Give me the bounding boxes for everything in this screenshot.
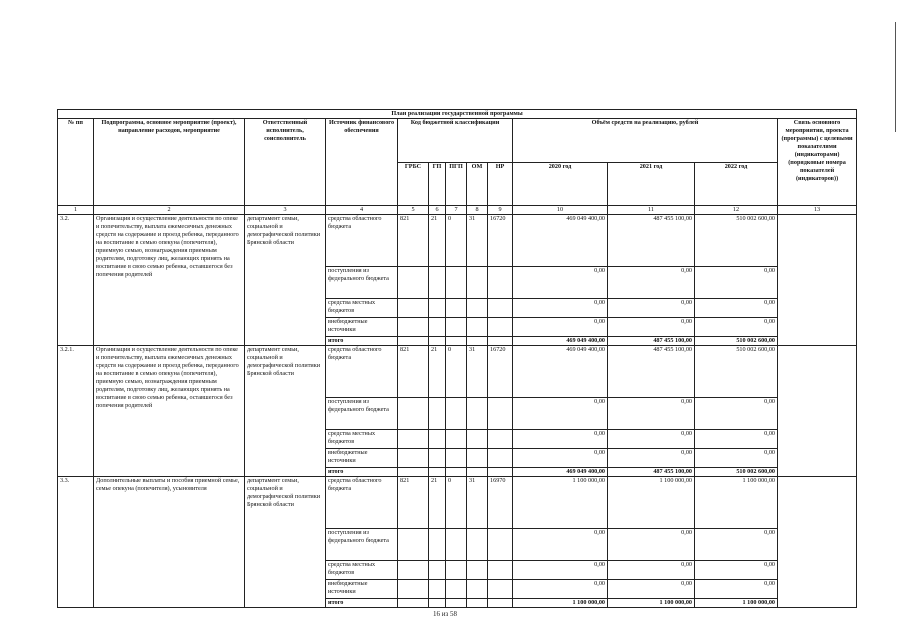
plan-table	[57, 109, 857, 608]
header-volume: Объём средств на реализацию, рублей	[513, 119, 778, 163]
amount-2020: 0,00	[513, 561, 608, 580]
code-gp	[429, 318, 446, 337]
indicator-link	[778, 346, 857, 477]
header-executor: Ответственный исполнитель, соисполнитель	[245, 119, 326, 206]
indicator-link	[778, 477, 857, 608]
code-np	[488, 299, 513, 318]
column-number-row	[58, 206, 857, 215]
amount-2022: 0,00	[695, 430, 778, 449]
header-pgp: ПГП	[446, 162, 467, 206]
header-budget-code: Код бюджетной классификации	[398, 119, 513, 163]
funding-source: средства областного бюджета	[326, 215, 398, 267]
code-gp	[429, 580, 446, 599]
amount-2021: 0,00	[608, 529, 695, 561]
code-np	[488, 398, 513, 430]
amount-2020: 0,00	[513, 267, 608, 299]
code-om	[467, 430, 488, 449]
amount-2022: 0,00	[695, 398, 778, 430]
code-empty	[429, 599, 446, 608]
code-pgp	[446, 398, 467, 430]
header-om: ОМ	[467, 162, 488, 206]
code-pgp	[446, 318, 467, 337]
code-om	[467, 299, 488, 318]
code-pgp	[446, 430, 467, 449]
header-link: Связь основного мероприятия, проекта (программы) с целевыми показателями (индикаторами) (порядковые номера показателей (индикаторов))	[778, 119, 857, 206]
amount-2021: 0,00	[608, 398, 695, 430]
code-grbs: 821	[398, 346, 429, 398]
code-pgp	[446, 529, 467, 561]
amount-2020: 0,00	[513, 580, 608, 599]
amount-2020: 0,00	[513, 449, 608, 468]
header-2022: 2022 год	[695, 162, 778, 206]
amount-2020: 0,00	[513, 398, 608, 430]
amount-2022: 0,00	[695, 449, 778, 468]
column-number: 1	[58, 206, 94, 215]
table-title-row	[58, 110, 857, 119]
code-om	[467, 580, 488, 599]
code-gp	[429, 430, 446, 449]
funding-source: поступления из федерального бюджета	[326, 398, 398, 430]
code-grbs	[398, 430, 429, 449]
code-grbs	[398, 580, 429, 599]
code-gp	[429, 267, 446, 299]
row-number: 3.2.	[58, 215, 94, 346]
code-pgp: 0	[446, 477, 467, 529]
code-empty	[398, 468, 429, 477]
code-empty	[429, 468, 446, 477]
code-np	[488, 580, 513, 599]
header-2020: 2020 год	[513, 162, 608, 206]
program-name: Дополнительные выплаты и пособия приемной семье, семье опекуна (попечителя), усыновителя	[94, 477, 245, 608]
header-program: Подпрограмма, основное мероприятие (проект), направление расходов, мероприятие	[94, 119, 245, 206]
funding-source: средства местных бюджетов	[326, 299, 398, 318]
column-number: 2	[94, 206, 245, 215]
amount-2022: 510 002 600,00	[695, 215, 778, 267]
amount-2021: 1 100 000,00	[608, 477, 695, 529]
amount-2022: 0,00	[695, 267, 778, 299]
code-np	[488, 318, 513, 337]
funding-source: поступления из федерального бюджета	[326, 267, 398, 299]
funding-source: внебюджетные источники	[326, 318, 398, 337]
program-name: Организация и осуществление деятельности по опеке и попечительству, выплата ежемесячных денежных средств на содержание и проезд ребенка, переданного на воспитание в семью опекуна (попечителя), приемную семью, вознаграждения приемным родителям, подготовку лиц, желающих принять на воспитание в свою семью ребенка, оставшегося без попечения родителей	[94, 346, 245, 477]
funding-source: внебюджетные источники	[326, 449, 398, 468]
amount-2022: 0,00	[695, 529, 778, 561]
funding-source: поступления из федерального бюджета	[326, 529, 398, 561]
funding-source: средства областного бюджета	[326, 346, 398, 398]
code-empty	[467, 468, 488, 477]
funding-source: средства местных бюджетов	[326, 561, 398, 580]
code-np: 16720	[488, 346, 513, 398]
executor: департамент семьи, социальной и демографической политики Брянской области	[245, 346, 326, 477]
indicator-link	[778, 215, 857, 346]
code-pgp	[446, 267, 467, 299]
total-2021: 487 455 100,00	[608, 468, 695, 477]
amount-2020: 0,00	[513, 299, 608, 318]
code-pgp: 0	[446, 215, 467, 267]
code-grbs	[398, 449, 429, 468]
table-row	[58, 477, 857, 529]
code-empty	[488, 599, 513, 608]
code-grbs: 821	[398, 215, 429, 267]
column-number: 8	[467, 206, 488, 215]
total-label: итого	[326, 337, 398, 346]
total-2022: 510 002 600,00	[695, 337, 778, 346]
code-pgp: 0	[446, 346, 467, 398]
code-empty	[429, 337, 446, 346]
code-om: 31	[467, 346, 488, 398]
code-gp: 21	[429, 346, 446, 398]
code-gp	[429, 561, 446, 580]
amount-2021: 487 455 100,00	[608, 215, 695, 267]
funding-source: средства областного бюджета	[326, 477, 398, 529]
header-row-1	[58, 119, 857, 163]
code-empty	[467, 337, 488, 346]
header-source: Источник финансового обеспечения	[326, 119, 398, 206]
amount-2020: 469 049 400,00	[513, 346, 608, 398]
code-om	[467, 529, 488, 561]
amount-2021: 0,00	[608, 561, 695, 580]
code-np: 16970	[488, 477, 513, 529]
code-empty	[398, 599, 429, 608]
row-number: 3.2.1.	[58, 346, 94, 477]
header-2021: 2021 год	[608, 162, 695, 206]
amount-2022: 0,00	[695, 318, 778, 337]
code-om	[467, 449, 488, 468]
column-number: 3	[245, 206, 326, 215]
total-2022: 510 002 600,00	[695, 468, 778, 477]
header-gp: ГП	[429, 162, 446, 206]
code-np	[488, 529, 513, 561]
amount-2020: 1 100 000,00	[513, 477, 608, 529]
amount-2020: 0,00	[513, 430, 608, 449]
amount-2021: 0,00	[608, 318, 695, 337]
code-gp	[429, 529, 446, 561]
code-gp: 21	[429, 477, 446, 529]
total-label: итого	[326, 599, 398, 608]
column-number: 11	[608, 206, 695, 215]
code-empty	[446, 468, 467, 477]
column-number: 5	[398, 206, 429, 215]
amount-2020: 0,00	[513, 318, 608, 337]
column-number: 12	[695, 206, 778, 215]
total-label: итого	[326, 468, 398, 477]
code-om: 31	[467, 215, 488, 267]
amount-2021: 0,00	[608, 449, 695, 468]
code-empty	[446, 337, 467, 346]
funding-source: внебюджетные источники	[326, 580, 398, 599]
code-grbs	[398, 318, 429, 337]
program-name: Организация и осуществление деятельности по опеке и попечительству, выплата ежемесячных денежных средств на содержание и проезд ребенка, переданного на воспитание в семью опекуна (попечителя), приемную семью, вознаграждения приемным родителям, подготовку лиц, желающих принять на воспитание в свою семью ребенка, оставшегося без попечения родителей	[94, 215, 245, 346]
amount-2022: 0,00	[695, 299, 778, 318]
code-om	[467, 561, 488, 580]
executor: департамент семьи, социальной и демографической политики Брянской области	[245, 215, 326, 346]
table-row	[58, 215, 857, 267]
page-number: 16 из 58	[432, 610, 457, 618]
amount-2021: 0,00	[608, 299, 695, 318]
amount-2021: 0,00	[608, 430, 695, 449]
code-grbs	[398, 299, 429, 318]
code-empty	[398, 337, 429, 346]
amount-2022: 1 100 000,00	[695, 477, 778, 529]
code-np	[488, 449, 513, 468]
column-number: 7	[446, 206, 467, 215]
code-gp	[429, 398, 446, 430]
total-2021: 1 100 000,00	[608, 599, 695, 608]
column-number: 13	[778, 206, 857, 215]
code-empty	[488, 468, 513, 477]
code-gp: 21	[429, 215, 446, 267]
code-pgp	[446, 561, 467, 580]
amount-2021: 487 455 100,00	[608, 346, 695, 398]
code-np	[488, 430, 513, 449]
code-om	[467, 318, 488, 337]
code-grbs	[398, 529, 429, 561]
code-empty	[446, 599, 467, 608]
header-num: № пп	[58, 119, 94, 206]
code-np	[488, 561, 513, 580]
code-grbs	[398, 561, 429, 580]
total-2020: 469 049 400,00	[513, 468, 608, 477]
column-number: 10	[513, 206, 608, 215]
amount-2020: 469 049 400,00	[513, 215, 608, 267]
total-2020: 469 049 400,00	[513, 337, 608, 346]
row-number: 3.3.	[58, 477, 94, 608]
executor: департамент семьи, социальной и демографической политики Брянской области	[245, 477, 326, 608]
code-grbs	[398, 267, 429, 299]
amount-2022: 0,00	[695, 561, 778, 580]
code-pgp	[446, 580, 467, 599]
code-om: 31	[467, 477, 488, 529]
table-title: План реализации государственной программы	[58, 110, 857, 119]
amount-2021: 0,00	[608, 267, 695, 299]
code-gp	[429, 299, 446, 318]
page-edge-line	[895, 22, 896, 132]
code-empty	[467, 599, 488, 608]
code-np: 16720	[488, 215, 513, 267]
amount-2020: 0,00	[513, 529, 608, 561]
column-number: 9	[488, 206, 513, 215]
code-grbs: 821	[398, 477, 429, 529]
code-pgp	[446, 449, 467, 468]
total-2022: 1 100 000,00	[695, 599, 778, 608]
amount-2021: 0,00	[608, 580, 695, 599]
code-grbs	[398, 398, 429, 430]
code-pgp	[446, 299, 467, 318]
amount-2022: 0,00	[695, 580, 778, 599]
header-np: НР	[488, 162, 513, 206]
total-2021: 487 455 100,00	[608, 337, 695, 346]
total-2020: 1 100 000,00	[513, 599, 608, 608]
code-om	[467, 267, 488, 299]
header-grbs: ГРБС	[398, 162, 429, 206]
table-row	[58, 346, 857, 398]
code-gp	[429, 449, 446, 468]
code-om	[467, 398, 488, 430]
code-empty	[488, 337, 513, 346]
code-np	[488, 267, 513, 299]
funding-source: средства местных бюджетов	[326, 430, 398, 449]
column-number: 6	[429, 206, 446, 215]
amount-2022: 510 002 600,00	[695, 346, 778, 398]
column-number: 4	[326, 206, 398, 215]
